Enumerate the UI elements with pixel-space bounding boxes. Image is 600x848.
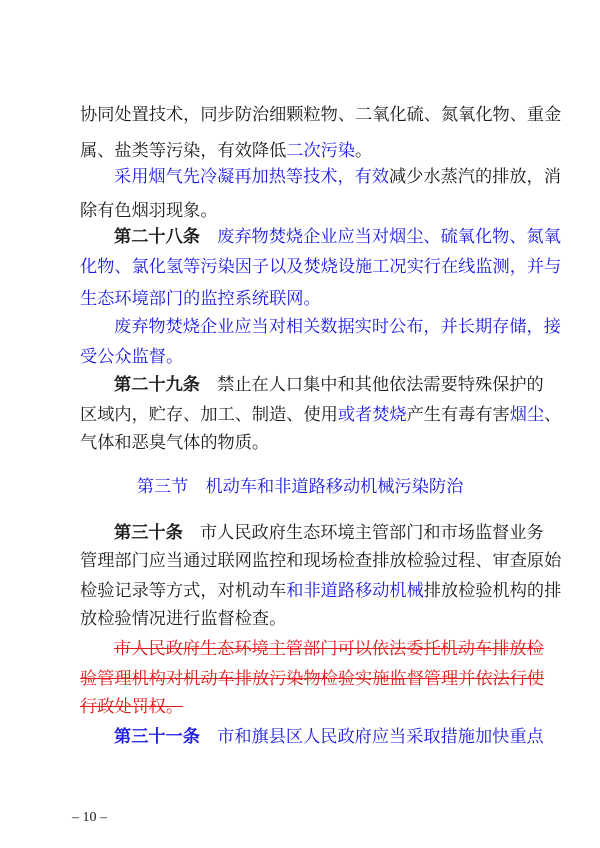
text-run: 放检验情况进行监督检查。 (80, 609, 287, 629)
text-run-revised: 化物、氯化氢等污染因子以及焚烧设施工况实行在线监测，并与 (80, 257, 562, 277)
text-run-revised: 二次污染 (286, 141, 356, 161)
text-line (80, 402, 562, 428)
text-run: 减少水蒸汽的排放，消 (389, 167, 561, 187)
text-line (114, 314, 561, 340)
text-line (80, 430, 520, 456)
text-run: 区域内，贮存、加工、制造、使用 (80, 405, 338, 425)
text-line (80, 254, 562, 280)
text-run-deleted: 行政处罚权。 (80, 697, 184, 717)
text-line (80, 138, 520, 164)
text-run-revised: 和非道路移动机械 (286, 581, 424, 601)
text-run-revised: 或者焚烧 (337, 405, 407, 425)
text-run-deleted: 验管理机构对机动车排放污染物检验实施监督管理并依法行使 (80, 669, 545, 689)
text-line (114, 224, 561, 250)
text-run: 、 (544, 405, 562, 425)
text-run: 产生有毒有害 (406, 405, 510, 425)
text-run: 协同处置技术，同步防治细颗粒物、二氧化硫、氮氧化物、重金 (80, 105, 562, 125)
text-line (80, 286, 520, 312)
text-line (80, 578, 562, 604)
text-line-deleted (80, 666, 545, 692)
article-number: 第二十八条 (114, 227, 200, 247)
text-run: 禁止在人口集中和其他依法需要特殊保护的 (199, 375, 544, 395)
text-run: 。 (355, 141, 373, 161)
text-run-revised: 废弃物焚烧企业应当对烟尘、硫氧化物、氮氧 (199, 227, 561, 247)
text-run: 属、盐类等污染，有效降低 (80, 141, 287, 161)
article-number: 第三十一条 (114, 727, 200, 747)
text-run: 管理部门应当通过联网监控和现场检查排放检验过程、审查原始 (80, 551, 562, 571)
text-run-deleted: 市人民政府生态环境主管部门可以依法委托机动车排放检 (114, 639, 544, 659)
text-run: 除有色烟羽现象。 (80, 201, 218, 221)
article-number: 第二十九条 (114, 375, 200, 395)
text-run: 市人民政府生态环境主管部门和市场监督业务 (182, 523, 544, 543)
text-run-revised: 采用烟气先冷凝再加热等技术，有效 (114, 167, 390, 187)
text-run: 排放检验机构的排 (423, 581, 562, 601)
text-line (114, 520, 544, 546)
article-number: 第三十条 (114, 523, 183, 543)
text-line (80, 344, 520, 370)
text-run-revised: 废弃物焚烧企业应当对相关数据实时公布，并长期存储，接 (114, 317, 561, 337)
text-line (114, 724, 544, 750)
text-line (80, 102, 562, 128)
text-line (80, 198, 520, 224)
text-run-revised: 受公众监督。 (80, 347, 184, 367)
text-run-revised: 烟尘 (509, 405, 545, 425)
text-line-deleted (80, 694, 520, 720)
section-heading: 第三节 机动车和非道路移动机械污染防治 (136, 477, 464, 497)
text-run: 气体和恶臭气体的物质。 (80, 433, 270, 453)
page-number: – 10 – (72, 810, 107, 825)
text-run: 检验记录等方式，对机动车 (80, 581, 287, 601)
text-run-revised: 生态环境部门的监控系统联网。 (80, 289, 321, 309)
text-line (80, 606, 520, 632)
text-line (114, 164, 561, 190)
text-run-revised: 市和旗县区人民政府应当采取措施加快重点 (199, 727, 544, 747)
text-line-deleted (114, 636, 544, 662)
text-line (80, 548, 562, 574)
text-line (114, 372, 544, 398)
